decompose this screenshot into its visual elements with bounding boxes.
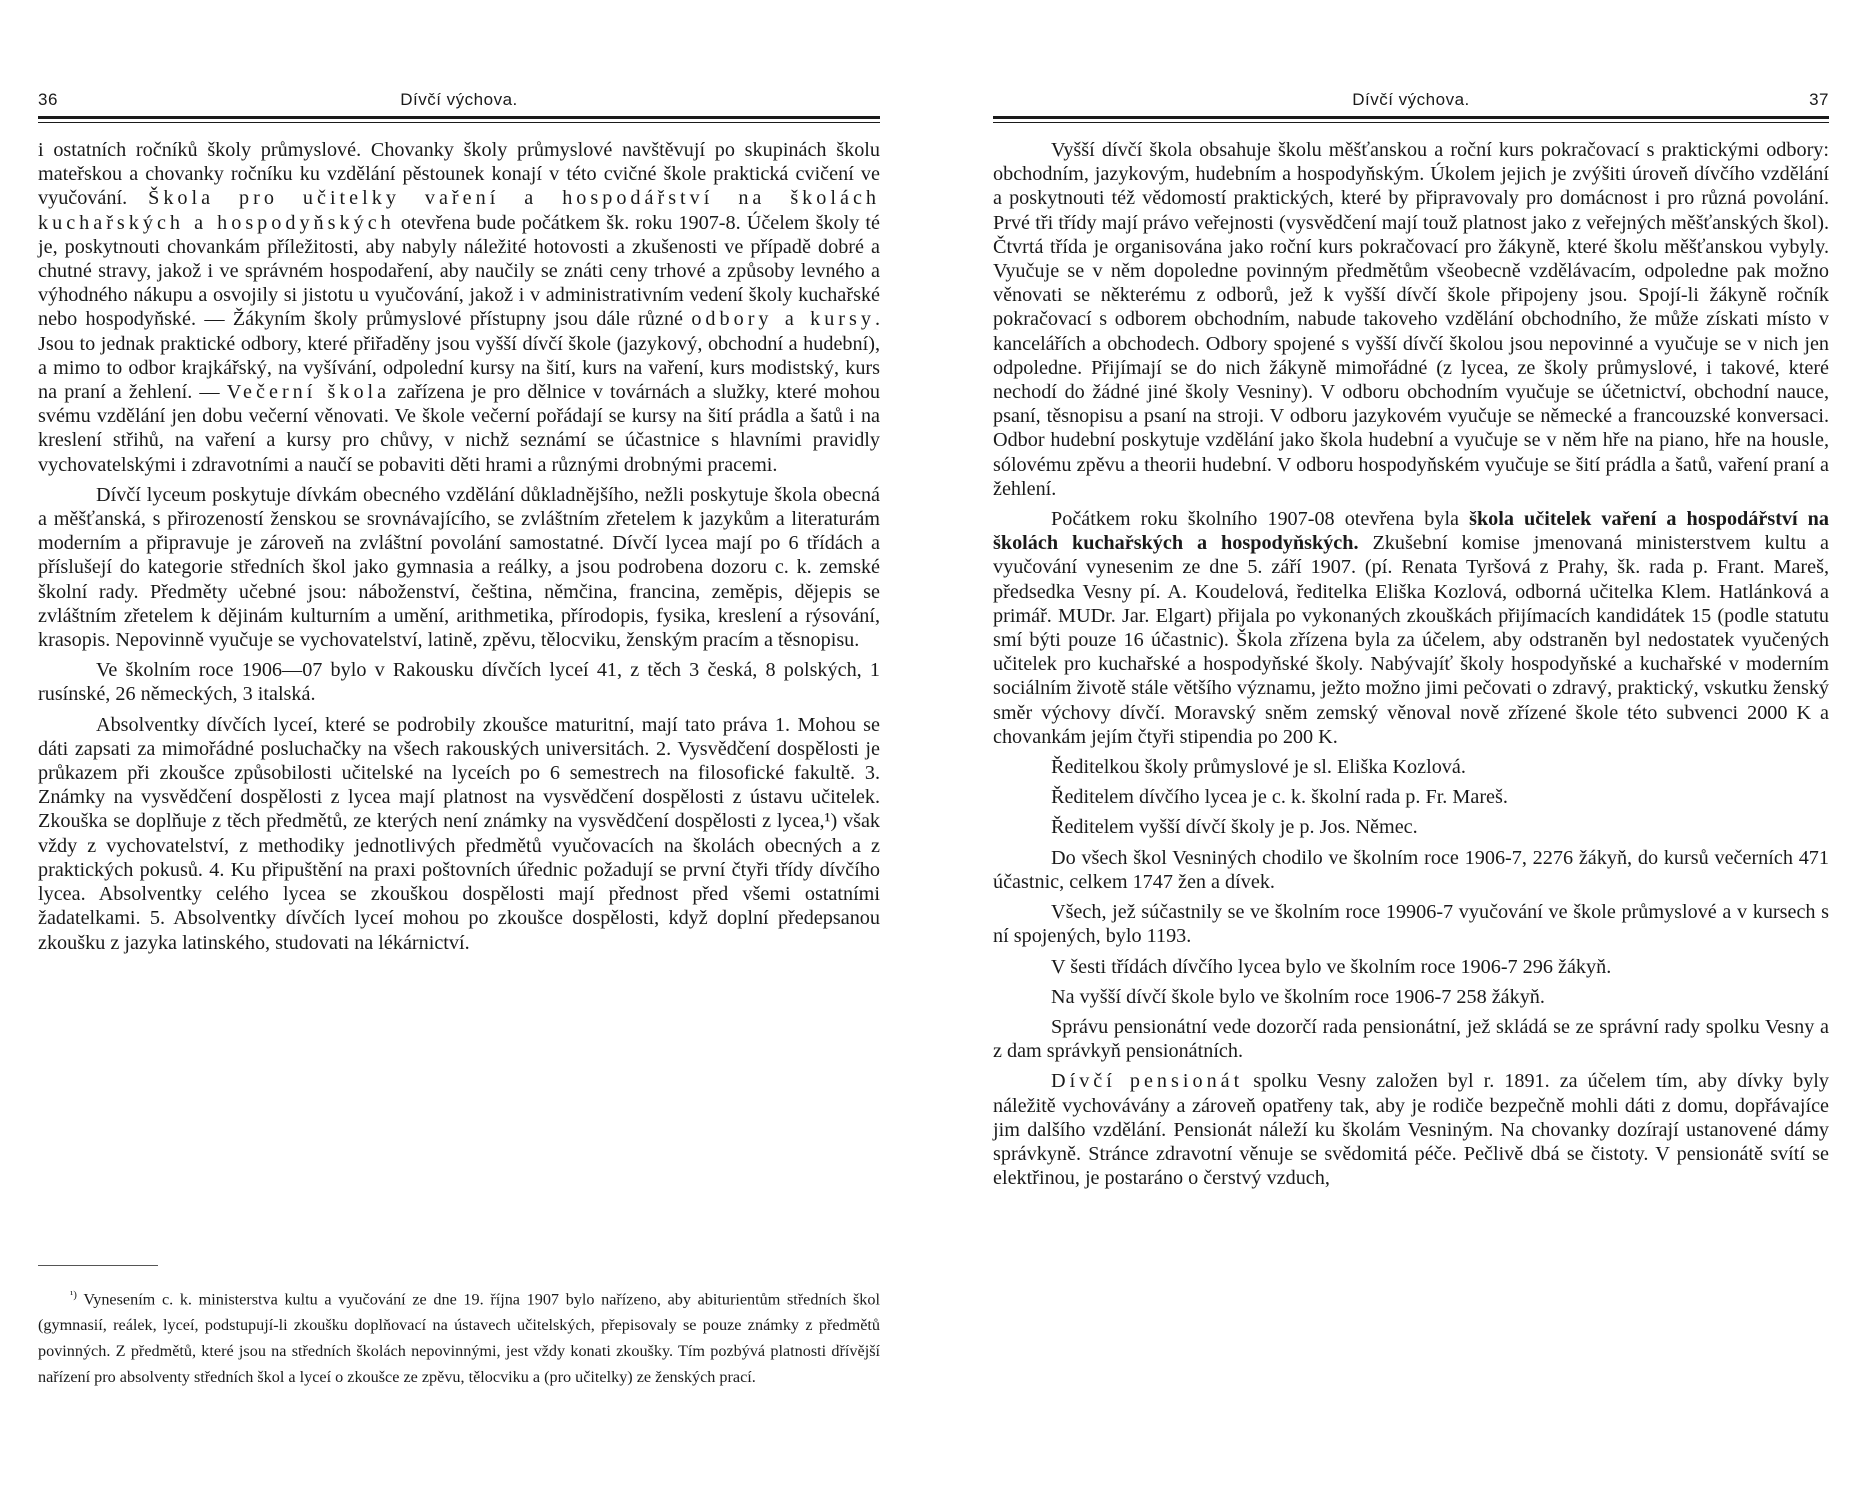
text-run: otevřena bude počátkem šk. roku 1907-8. Účelem školy té je, poskytnouti chovankám příležitosti, aby nabyly náležité hotovosti a zkušenosti ve případě dobré a chutné stravy, jakož i ve správném hospodaření, aby naučily se znáti ceny trhové a způsoby levného a výhodného nákupu a osvojily si jistotu u vyučování, jakož i v administrativním vedení školy kuchařské nebo hospodyňské. — Žákyním školy průmyslové přístupny jsou dále různé xyxy=(38,211,880,331)
text-run: . Jsou to jednak praktické odbory, které přiřaděny jsou vyšší dívčí škole (jazykový, obchodní a hudební), a mimo to odbor krajkářský, na vyšívání, odpolední kursy na šití, kurs na vaření, kurs modistský, kurs na praní a žehlení. — xyxy=(38,308,881,404)
left-page-header xyxy=(38,90,880,116)
text-run: Na vyšší dívčí škole bylo ve školním roce 1906-7 258 žákyň. xyxy=(1051,985,1545,1008)
paragraph xyxy=(38,658,880,706)
bold-heading: škola učitelek vaření a hospodářství na školách kuchařských a hospodyňských. xyxy=(993,508,1830,555)
paragraph xyxy=(993,985,1829,1009)
page-number: 37 xyxy=(1809,90,1829,109)
paragraph xyxy=(993,755,1829,779)
paragraph xyxy=(993,900,1829,948)
text-run: Ředitelem vyšší dívčí školy je p. Jos. Němec. xyxy=(1051,816,1418,839)
spaced-heading: Večerní škola xyxy=(226,381,391,404)
paragraph xyxy=(993,785,1829,809)
footnote-marker: ¹) xyxy=(70,1289,77,1301)
text-run: Vyšší dívčí škola obsahuje školu měšťanskou a roční kurs pokračovací s praktickými odbory: obchodním, jazykovým, hudebním a hospodyňským. Úkolem jejich je zvýšiti úroveň dívčího vzdělání a poskytnouti též vědomostí praktických, které by připravovaly pro domácnost i pro různá povolání. Prvé tři třídy mají právo veřejnosti (vysvědčení mají touž platnost jako z veřejných měšťanských škol). Čtvrtá třída je organisována jako roční kurs pokračovací pro žákyně, které školu měšťanskou vybyly. Vyučuje se v něm dopoledne povinným předmětům všeobecně vzdělávacím, odpoledne pak možno věnovati se některému z odborů, jež k vyšší dívčí škole připojeny jsou. Spojí-li žákyně ročník pokračovací s odborem obchodním, nabude takoveho vzdělání obchodního, že může získati místo v kancelářích a obchodech. Odbory spojené s vyšší dívčí školou jsou nepovinné a vyučuje se v nich jen odpoledne. Přijímají se do nich žákyně mimořádné (z lycea, ze školy průmyslové, i takové, které nechodí do žádné jiné školy Vesniny). V odboru obchodním vyučuje se účetnictví, obchodní nauce, psaní, těsnopisu a psaní na stroji. V odboru jazykovém vyučuje se německé a francouzské konversaci. Odbor hudební poskytuje vzdělání jako škola hudební a vyučuje se v něm hře na piano, hře na housle, sólovému zpěvu a theorii hudební. V odboru hospodyňském vyučuje se šití prádla a šatů, vaření praní a žehlení. xyxy=(993,139,1829,500)
text-run: Do všech škol Vesniných chodilo ve školním roce 1906-7, 2276 žákyň, do kursů večerních 471 účastnic, celkem 1747 žen a dívek. xyxy=(993,846,1829,893)
right-page-header xyxy=(993,90,1829,116)
text-run: Absolventky dívčích lyceí, které se podrobily zkoušce maturitní, mají tato práva 1. Mohou se dáti zapsati za mimořádné posluchačky na všech rakouských universitách. 2. Vysvědčení dospělosti je průkazem při zkoušce způsobilosti učitelské na lyceích po 6 semestrech na filosofické fakultě. 3. Známky na vysvědčení dospělosti z lycea mají platnost na vysvědčení dospělosti z ústavu učitelek. Zkouška se doplňuje z těch předmětů, ze kterých není známky na vysvědčení dospělosti z lycea,¹) však vždy z vychovatelství, z methodiky jednotlivých předmětů vyučovacích na školách obecných a z praktických pokusů. 4. Ku připuštění na praxi poštovních úřednic požadují se první čtyři třídy dívčího lycea. Absolventky celého lycea se zkouškou dospělosti mají přednost před všemi ostatními žadatelkami. 5. Absolventky dívčích lyceí mohou po zkoušce dospělosti, když doplní předepsanou zkoušku z jazyka latinského, studovati na lékárnictví. xyxy=(38,713,880,954)
body-text xyxy=(993,138,1829,1190)
running-title: Dívčí výchova. xyxy=(1352,90,1470,109)
text-run: Ředitelkou školy průmyslové je sl. Eliška Kozlová. xyxy=(1051,756,1466,779)
body-text xyxy=(38,138,880,955)
spaced-heading: odbory a kursy xyxy=(691,308,875,331)
header-rule xyxy=(38,116,880,119)
paragraph xyxy=(993,1069,1829,1190)
text-run: Správu pensionátní vede dozorčí rada pensionátní, jež skládá se ze správní rady spolku Vesny a z dam správkyň pensionátních. xyxy=(993,1015,1829,1063)
text-run: i ostatních ročníků školy průmyslové. Chovanky školy průmyslové navštěvují po skupinách školu mateřskou a chovanky ročníku ku vzdělání pěstounek konají v této cvičné škole praktická cvičení ve vyučování. xyxy=(38,139,880,210)
footnote-text: Vynesením c. k. ministerstva kultu a vyučování ze dne 19. října 1907 bylo nařízeno, aby abiturientům středních škol (gymnasií, reálek, lyceí, podstupují-li zkoušku doplňovací na ústavech učitelských, přepisovaly se pouze známky z předmětů povinných. Z předmětů, které jsou na středních školách nepovinnými, jest vždy konati zkoušky. Tím pozbývá platnosti dřívější nařízení pro absolventy středních škol a lyceí o zkoušce ze zpěvu, tělocviku a (pro učitelky) ze ženských prací. xyxy=(38,1290,880,1387)
text-run: V šesti třídách dívčího lycea bylo ve školním roce 1906-7 296 žákyň. xyxy=(1051,955,1612,978)
paragraph xyxy=(993,815,1829,839)
page-number: 36 xyxy=(38,90,58,109)
text-run: Zkušební komise jmenovaná ministerstvem kultu a vyučování vynesenim ze dne 5. září 1907. (pí. Renata Tyršová z Prahy, šk. rada p. Frant. Mareš, předsedka Vesny pí. A. Koudelová, ředitelka Eliška Kozlová, odborná učitelka Klem. Hatlánková a primář. MUDr. Jar. Elgart) přijala po vykonaných zkouškách přijímacích kandidátek 15 (podle statutu smí býti pouze 16 účastnic). Škola zřízena byla za účelem, aby odstraněn byl nedostatek vyučených učitelek pro kuchařské a hospodyňské školy. Nabývajíť školy hospodyňské a kuchařské v moderním sociálním životě stále většího významu, ježto možno jimi pečovati o zdravý, praktický, vskutku ženský směr výchovy dívčí. Moravský sněm zemský věnoval nově zřízené škole této subvenci 2000 K a chovankám jejím čtyři stipendia po 200 K. xyxy=(993,532,1829,748)
paragraph xyxy=(38,138,880,477)
running-title: Dívčí výchova. xyxy=(400,90,518,109)
footnote xyxy=(38,1282,880,1390)
text-run: Ve školním roce 1906—07 bylo v Rakousku dívčích lyceí 41, z těch 3 česká, 8 polských, 1 rusínské, 26 německých, 3 italská. xyxy=(38,659,880,706)
spaced-heading: Dívčí pensionát xyxy=(1051,1070,1244,1093)
paragraph xyxy=(38,713,880,955)
paragraph xyxy=(993,507,1829,749)
footnote-rule xyxy=(38,1265,158,1266)
header-rule xyxy=(993,116,1829,119)
paragraph xyxy=(993,955,1829,979)
paragraph xyxy=(993,138,1829,501)
text-run: spolku Vesny založen byl r. 1891. za účelem tím, aby dívky byly náležitě vychovávány a zároveň opatřeny tak, aby je rodiče bezpečně mohli dáti z domu, dopřávajíce jim dalšího vzdělání. Pensionát náleží ku školám Vesniným. Na chovanky dozírají ustanovené dámy správkyně. Stránce zdravotní věnuje se svědomitá péče. Pečlivě dbá se čistoty. V pensionátě svítí se elektřinou, je postaráno o čerstvý vzduch, xyxy=(993,1070,1829,1190)
text-run: Ředitelem dívčího lycea je c. k. školní rada p. Fr. Mareš. xyxy=(1051,786,1508,809)
paragraph xyxy=(993,1015,1829,1063)
text-run: Dívčí lyceum poskytuje dívkám obecného vzdělání důkladnějšího, nežli poskytuje škola obecná a měšťanská, s přirozeností ženskou se srovnávajícího, se zvláštním zřetelem k jazykům a literaturám moderním a připravuje je zároveň na zvláštní povolání samostatné. Dívčí lycea mají po 6 třídách a příslušejí do kategorie středních škol jako gymnasia a reálky, a jsou podrobena dozoru c. k. zemské školní rady. Předměty učebné jsou: náboženství, čeština, němčina, francina, zeměpis, dějepis se zvláštním zřetelem k dějinám kulturním a umění, arithmetika, přírodopis, fysika, kreslení a rýsování, krasopis. Nepovinně vyučuje se vychovatelství, latině, zpěvu, tělocviku, ženským pracím a těsnopisu. xyxy=(38,483,880,652)
text-run: Všech, jež súčastnily se ve školním roce 19906-7 vyučování ve škole průmyslové a v kursech s ní spojených, bylo 1193. xyxy=(993,901,1829,948)
text-run: Počátkem roku školního 1907-08 otevřena byla xyxy=(1051,508,1470,531)
text-run: zařízena je pro dělnice v továrnách a služky, které mohou svému vzdělání jen dobu večerní věnovati. Ve škole večerní pořádají se kursy na šití prádla a šatů i na kreslení střihů, na vaření a kursy pro chůvy, v nichž seznámí se účastnice s hlavními pravidly vychovatelskými i zdravotními a naučí se pobaviti děti hrami a různými drobnými pracemi. xyxy=(38,381,881,476)
paragraph xyxy=(993,846,1829,894)
right-page xyxy=(931,0,1862,1500)
spaced-heading: Škola pro učitelky vaření a hospodářství na školách kuchařských a hospodyňských xyxy=(38,187,880,234)
paragraph xyxy=(38,483,880,652)
